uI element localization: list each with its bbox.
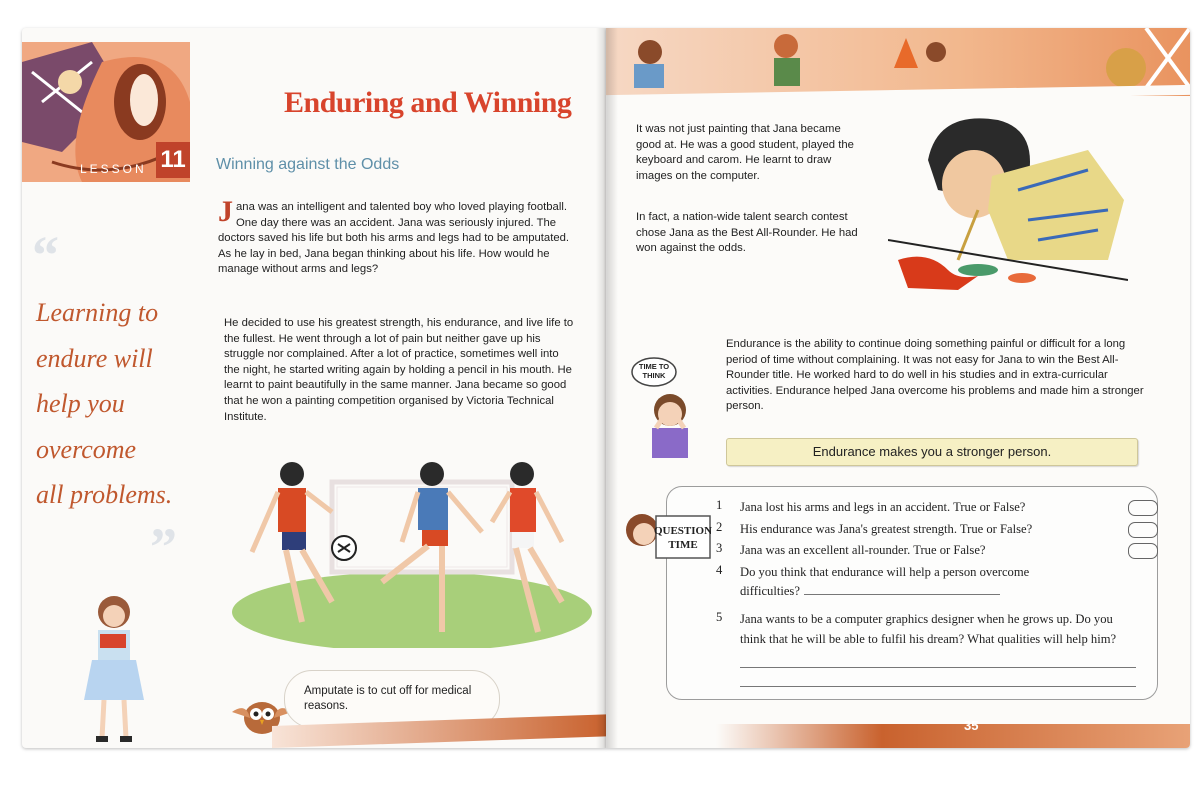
story-paragraph-2: He decided to use his greatest strength, his endurance, and live life to the fullest. He went through a lot of pain but neither gave up his struggle nor complained. After a lot of practice, sometimes well into the night, he started writing again by holding a pencil in his mouth. He learnt to paint beautifully in the same manner. Jana became so good that he won a painting competition organised by Victoria Technical Institute.	[224, 317, 574, 423]
lesson-label: LESSON	[80, 162, 147, 176]
question-number: 2	[716, 519, 723, 534]
question-text: Do you think that endurance will help a person overcome	[740, 564, 1030, 579]
left-page	[22, 28, 606, 748]
lesson-title: Enduring and Winning	[284, 86, 572, 119]
lesson-number-badge: 11	[156, 142, 190, 178]
question-text: Jana was an excellent all-rounder. True or False?	[740, 543, 986, 558]
question-number: 1	[716, 498, 723, 512]
answer-line[interactable]	[740, 649, 1136, 668]
side-quote-line: help you	[36, 389, 125, 418]
time-to-think-paragraph: Endurance is the ability to continue doing something painful or difficult for a long period of time without complaining. It was not easy for Jana to win the Best All-Rounder title. He worked hard to do well in his studies and in extra-curricular activities. Endurance helped Jana overcome his problems and made him a stronger person.	[726, 338, 1144, 413]
answer-tick-box[interactable]	[1128, 500, 1158, 516]
key-message-text: Endurance makes you a stronger person.	[812, 444, 1052, 459]
close-quote-icon: ”	[150, 517, 177, 577]
question-item	[716, 541, 1136, 561]
question-time-label-line2: TIME	[668, 539, 698, 551]
right-page-bottom-strip	[716, 724, 1190, 748]
boy-painting-with-mouth-illustration	[888, 110, 1128, 294]
story-paragraph-3: It was not just painting that Jana became good at. He was a good student, played the keyboard and carom. He learnt to draw images on the computer.	[636, 123, 854, 182]
side-quote-line: Learning to	[36, 298, 159, 327]
drop-cap: J	[218, 195, 233, 228]
question-number: 5	[716, 609, 723, 624]
definition-text: Amputate is to cut off for medical reasons.	[304, 685, 472, 712]
time-to-think-label-line2: THINK	[642, 371, 666, 380]
side-quote-line: endure will	[36, 343, 153, 373]
time-to-think-label-line1: TIME TO	[638, 362, 670, 371]
open-quote-icon: “	[32, 225, 59, 285]
question-time-label-line1: QUESTION	[653, 525, 712, 537]
book-gutter	[596, 28, 618, 748]
side-quote	[36, 290, 206, 518]
key-message-box	[726, 438, 1138, 466]
thinking-child-illustration	[630, 352, 710, 462]
question-item	[716, 520, 1136, 540]
right-page	[606, 28, 1190, 748]
question-number: 4	[716, 562, 723, 577]
question-text-continued	[740, 582, 1136, 602]
question-text-part: difficulties?	[740, 584, 800, 599]
girl-with-books-illustration	[78, 590, 150, 746]
answer-tick-box[interactable]	[1128, 543, 1158, 559]
story-paragraph-1	[218, 195, 570, 278]
answer-line[interactable]	[804, 582, 1000, 595]
question-item	[716, 563, 1136, 602]
textbook-spread	[22, 28, 1190, 748]
question-time-child-illustration	[622, 506, 712, 568]
answer-line[interactable]	[740, 668, 1136, 687]
side-quote-line: overcome	[36, 434, 137, 464]
question-number: 3	[716, 541, 723, 556]
question-item	[716, 610, 1136, 687]
question-item	[716, 498, 1136, 518]
football-players-illustration	[222, 452, 602, 648]
side-quote-line: all problems.	[36, 480, 173, 509]
page-number: 35	[964, 718, 979, 733]
question-list	[716, 498, 1136, 687]
question-text: Jana lost his arms and legs in an accident. True or False?	[740, 500, 1026, 514]
question-text: Jana wants to be a computer graphics designer when he grows up. Do you think that he will be able to fulfil his dream? What qualities will help him?	[740, 611, 1117, 646]
story-paragraph-4: In fact, a nation-wide talent search contest chose Jana as the Best All-Rounder. He had won against the odds.	[636, 211, 858, 255]
question-text: His endurance was Jana's greatest strength. True or False?	[740, 521, 1033, 536]
answer-tick-box[interactable]	[1128, 522, 1158, 538]
story-paragraph-1-text: ana was an intelligent and talented boy who loved playing football. One day there was an accident. Jana was seriously injured. The doctors saved his life but both his arms and legs had to be amputated. As he lay in bed, Jana began thinking about his life. How would he manage without arms and legs?	[218, 201, 570, 276]
section-subtitle: Winning against the Odds	[216, 156, 400, 173]
